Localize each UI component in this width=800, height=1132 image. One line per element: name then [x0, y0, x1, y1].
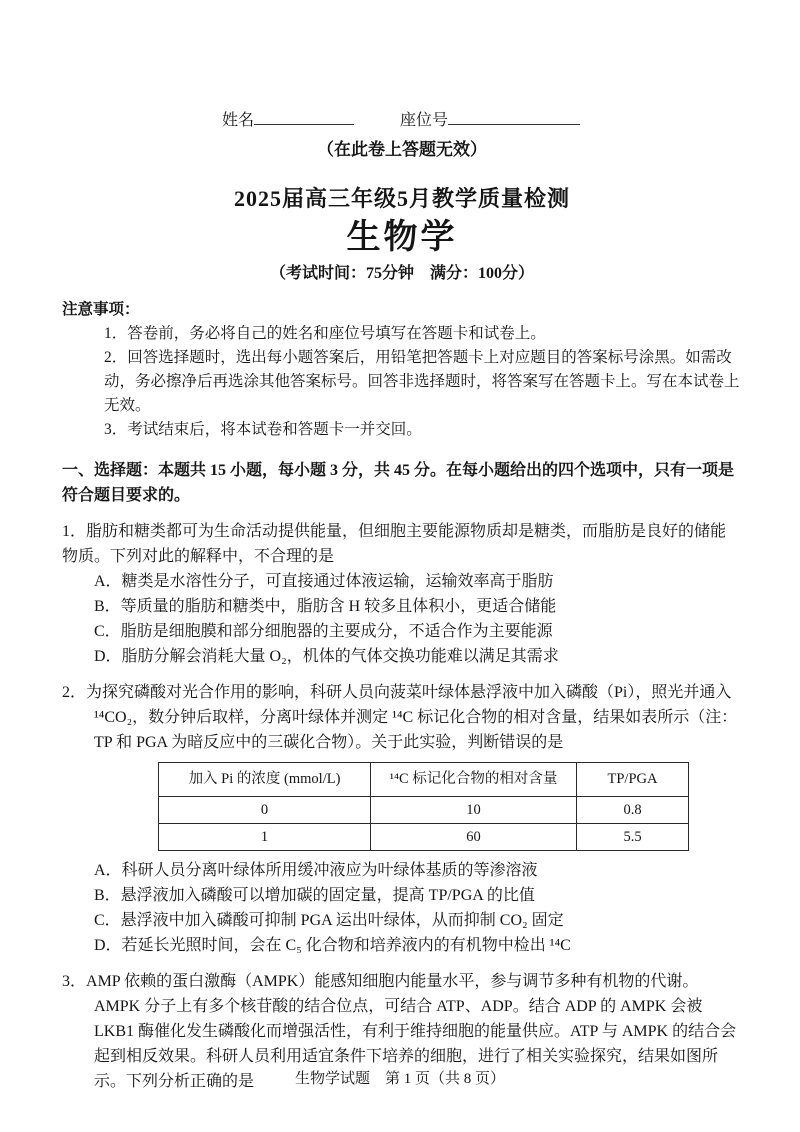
question-3-text: AMP 依赖的蛋白激酶（AMPK）能感知细胞内能量水平，参与调节多种有机物的代谢。AMPK 分子上有多个核苷酸的结合位点，可结合 ATP、ADP。结合 ADP 的 AMPK 会被 LKB1 酶催化发生磷酸化而增强活性，有利于维持细胞的能量供应。ATP 与 AMPK 的结合会起到相反效果。科研人员利用适宜条件下培养的细胞，进行了相关实验探究，结果如图所示。下列分析正确的是: [86, 973, 737, 1090]
table-cell: 0: [159, 797, 371, 824]
question-2-option-c: C．悬浮液中加入磷酸可抑制 PGA 运出叶绿体，从而抑制 CO₂ 固定: [94, 912, 564, 929]
table-header-tp-pga: TP/PGA: [577, 763, 689, 797]
section-heading: 一、选择题：本题共 15 小题，每小题 3 分，共 45 分。在每小题给出的四个选项中，只有一项是符合题目要求的。: [62, 462, 735, 504]
notice-item-2: 2．回答选择题时，选出每小题答案后，用铅笔把答题卡上对应题目的答案标号涂黑。如需改动，务必擦净后再选涂其他答案标号。回答非选择题时，将答案写在答题卡上。写在本试卷上无效。: [104, 349, 740, 414]
question-2-stem: [62, 680, 742, 755]
question-2: [62, 680, 742, 958]
page-footer: 生物学试题 第 1 页（共 8 页）: [294, 1071, 505, 1087]
question-2-option-a: A．科研人员分离叶绿体所用缓冲液应为叶绿体基质的等渗溶液: [94, 862, 538, 879]
name-label: 姓名: [222, 112, 255, 129]
question-1-text: 脂肪和糖类都可为生命活动提供能量，但细胞主要能源物质却是糖类，而脂肪是良好的储能物质。下列对此的解释中，不合理的是: [62, 523, 727, 565]
exam-title: 2025届高三年级5月教学质量检测: [233, 186, 570, 211]
question-2-option-d: D．若延长光照时间，会在 C₅ 化合物和培养液内的有机物中检出 ¹⁴C: [94, 937, 571, 954]
exam-info: （考试时间：75分钟 满分：100分）: [269, 265, 534, 282]
subject-title: 生物学: [346, 219, 458, 256]
seat-blank-underline: [448, 109, 580, 125]
table-cell: 0.8: [577, 797, 689, 824]
table-row: [159, 824, 689, 851]
seat-label: 座位号: [400, 112, 449, 129]
table-cell: 60: [371, 824, 577, 851]
question-1-number: 1．: [62, 523, 87, 540]
question-1: [62, 519, 742, 669]
table-cell: 5.5: [577, 824, 689, 851]
table-header-pi-concentration: 加入 Pi 的浓度 (mmol/L): [159, 763, 371, 797]
name-blank-underline: [254, 109, 354, 125]
table-cell: 1: [159, 824, 371, 851]
question-3-number: 3．: [62, 973, 87, 990]
notice-item-1: 1．答卷前，务必将自己的姓名和座位号填写在答题卡和试卷上。: [104, 325, 546, 342]
table-header-row: [159, 763, 689, 797]
question-2-text: 为探究磷酸对光合作用的影响，科研人员向菠菜叶绿体悬浮液中加入磷酸（Pi），照光并通入 ¹⁴CO₂，数分钟后取样，分离叶绿体并测定 ¹⁴C 标记化合物的相对含量，结果如表所示（注：TP 和 PGA 为暗反应中的三碳化合物）。关于此实验，判断错误的是: [86, 684, 738, 751]
question-1-option-d: D．脂肪分解会消耗大量 O₂，机体的气体交换功能难以满足其需求: [94, 648, 559, 665]
invalid-note: （在此卷上答题无效）: [317, 140, 487, 159]
notice-section: [62, 298, 742, 442]
table-header-c14-relative-content: ¹⁴C 标记化合物的相对含量: [371, 763, 577, 797]
table-cell: 10: [371, 797, 577, 824]
question-2-data-table: [158, 762, 689, 851]
table-row: [159, 797, 689, 824]
question-1-option-a: A．糖类是水溶性分子，可直接通过体液运输，运输效率高于脂肪: [94, 573, 554, 590]
notice-item-3: 3．考试结束后，将本试卷和答题卡一并交回。: [104, 421, 422, 438]
question-1-stem: [62, 519, 742, 569]
question-2-number: 2．: [62, 684, 87, 701]
question-1-option-c: C．脂肪是细胞膜和部分细胞器的主要成分，不适合作为主要能源: [94, 623, 553, 640]
name-seat-line: [222, 108, 742, 133]
question-2-option-b: B．悬浮液加入磷酸可以增加碳的固定量，提高 TP/PGA 的比值: [94, 887, 535, 904]
notice-heading: 注意事项：: [62, 301, 140, 318]
question-1-option-b: B．等质量的脂肪和糖类中，脂肪含 H 较多且体积小，更适合储能: [94, 598, 557, 615]
